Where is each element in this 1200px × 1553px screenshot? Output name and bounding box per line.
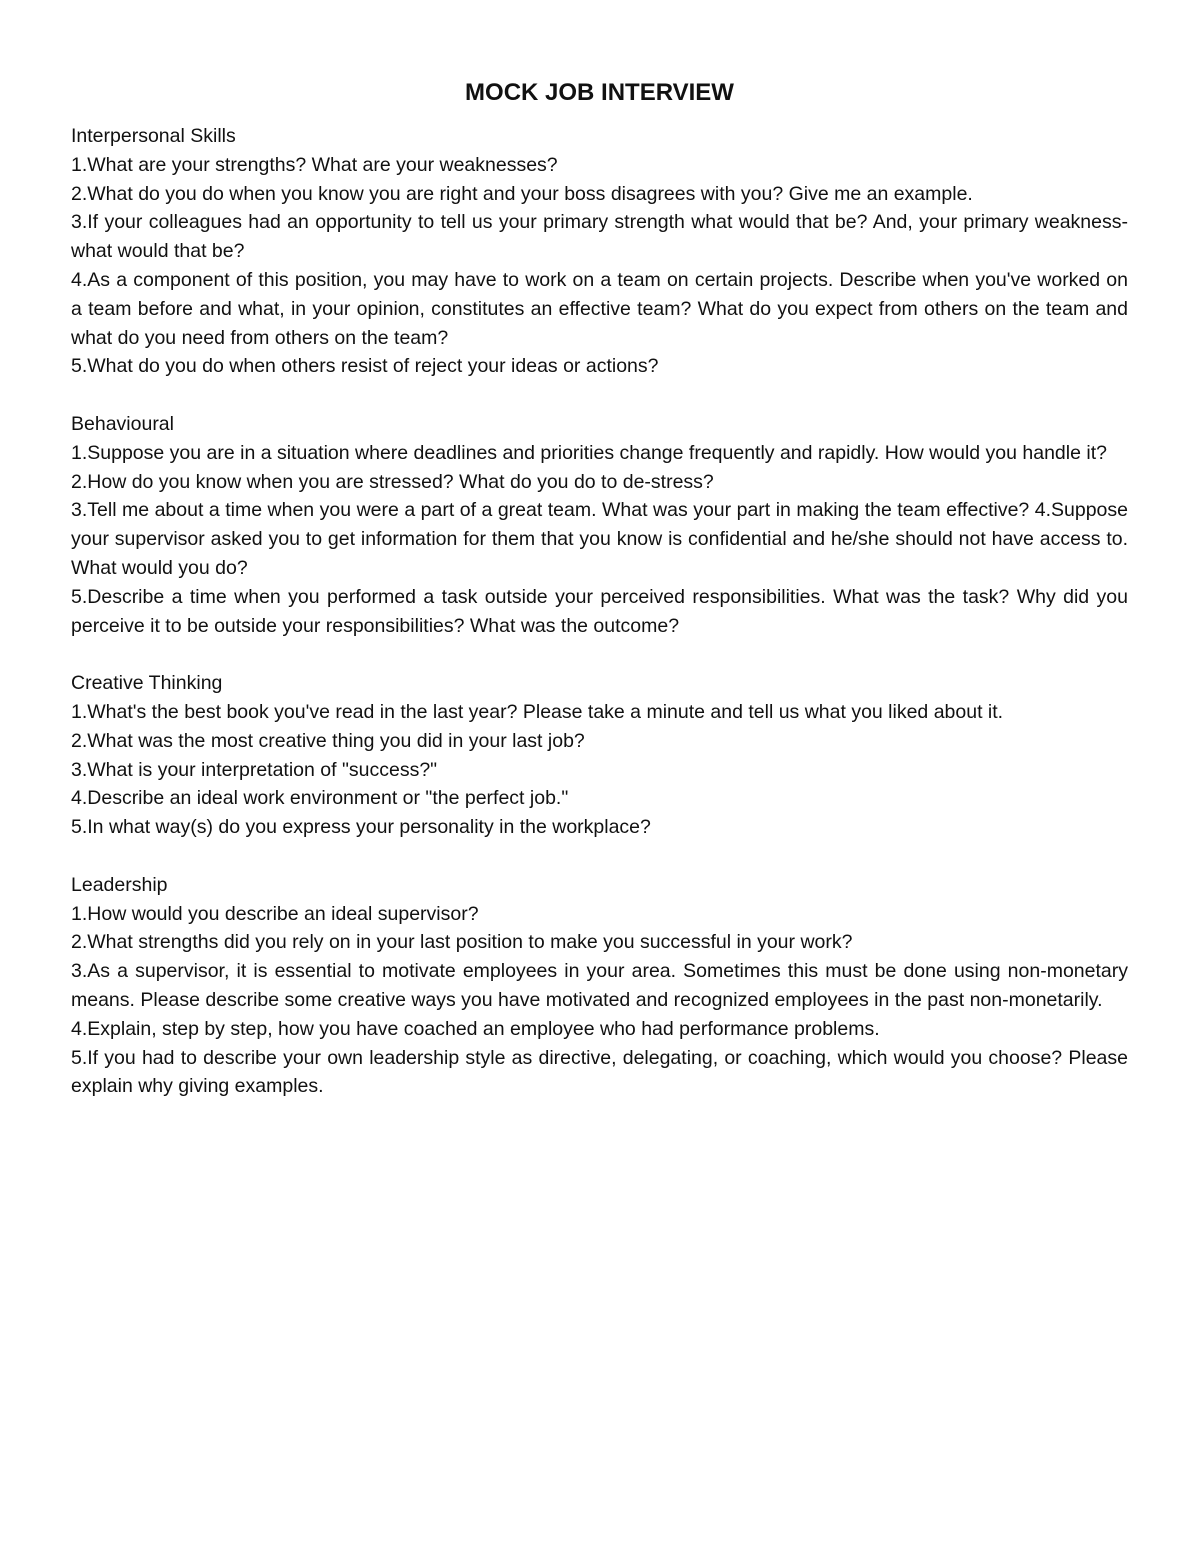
question-item: 3.If your colleagues had an opportunity to tell us your primary strength what would that be? And, your primary weakness-what would that be? bbox=[71, 211, 1128, 263]
section-heading: Leadership bbox=[71, 873, 168, 896]
section-creative-thinking bbox=[71, 669, 1128, 842]
question-item: 5.Describe a time when you performed a task outside your perceived responsibilities. What was the task? Why did you perceive it to be outside your responsibilities? What was the outcome? bbox=[71, 585, 1128, 637]
question-item: 5.In what way(s) do you express your personality in the workplace? bbox=[71, 816, 651, 839]
question-item: 5.If you had to describe your own leadership style as directive, delegating, or coaching, which would you choose? Please explain why giving examples. bbox=[71, 1046, 1128, 1098]
question-item: 4.Describe an ideal work environment or "the perfect job." bbox=[71, 787, 569, 810]
section-behavioural bbox=[71, 410, 1128, 640]
question-item: 4.Explain, step by step, how you have coached an employee who had performance problems. bbox=[71, 1017, 880, 1040]
document-page bbox=[71, 72, 1128, 1130]
question-item: 1.Suppose you are in a situation where deadlines and priorities change frequently and rapidly. How would you handle it? bbox=[71, 441, 1107, 464]
section-heading: Behavioural bbox=[71, 412, 174, 435]
question-item: 2.How do you know when you are stressed? What do you do to de-stress? bbox=[71, 470, 714, 493]
question-item: 3.As a supervisor, it is essential to motivate employees in your area. Sometimes this must be done using non-monetary means. Please describe some creative ways you have motivated and recognized employees in the past non-monetarily. bbox=[71, 960, 1128, 1011]
section-heading: Creative Thinking bbox=[71, 672, 223, 695]
section-interpersonal-skills bbox=[71, 122, 1128, 381]
question-item: 5.What do you do when others resist of reject your ideas or actions? bbox=[71, 355, 659, 378]
question-item: 4.As a component of this position, you may have to work on a team on certain projects. Describe when you've worked on a team before and what, in your opinion, constitutes an effective team? What do you expect from others on the team and what do you need from others on the team? bbox=[71, 268, 1128, 349]
section-heading: Interpersonal Skills bbox=[71, 125, 236, 147]
question-item: 1.What's the best book you've read in the last year? Please take a minute and tell us what you liked about it. bbox=[71, 700, 1004, 723]
question-item: 2.What do you do when you know you are right and your boss disagrees with you? Give me an example. bbox=[71, 182, 973, 205]
document-title: MOCK JOB INTERVIEW bbox=[465, 79, 734, 106]
question-item: 2.What was the most creative thing you did in your last job? bbox=[71, 729, 585, 752]
question-item: 1.What are your strengths? What are your weaknesses? bbox=[71, 153, 558, 176]
section-leadership bbox=[71, 871, 1128, 1101]
question-item: 1.How would you describe an ideal supervisor? bbox=[71, 902, 479, 925]
question-item: 3.What is your interpretation of "success?" bbox=[71, 758, 438, 781]
question-item: 3.Tell me about a time when you were a part of a great team. What was your part in making the team effective? 4.Suppose your supervisor asked you to get information for them that you know is confidential and he/she should not have access to. What would you do? bbox=[71, 499, 1128, 579]
question-item: 2.What strengths did you rely on in your last position to make you successful in your work? bbox=[71, 931, 853, 954]
